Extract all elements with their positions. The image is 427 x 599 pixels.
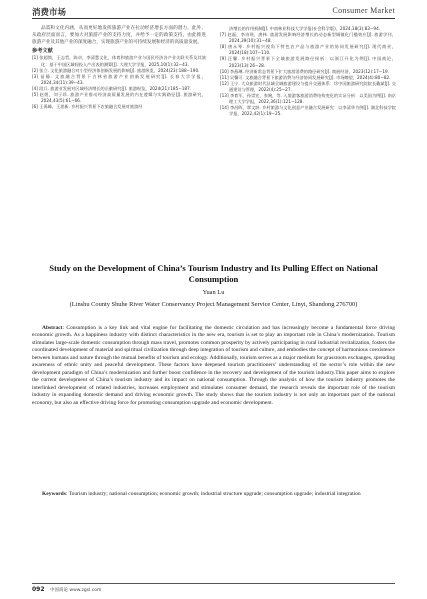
reference-item: [1] 张超简，王志哲，陈卓，李清慧文化、体育和旅游产业与国民经济各产业关联关系及其演化：基于中国区域间投入产出表的测算[J]. 大理大学学报，2025,10(1):32−43.	[32, 55, 206, 67]
reference-item: [10] 李燕琳. 经济新常态背景下扩大旅游消费的路径研究[J]. 商展经济，2023(12):17−19.	[220, 68, 389, 74]
reference-item: [12] 王宁. 大众旅游时代县域全域旅游建设与提升交通体系：诊中国旅游研究院院长戴斌[J]. 交通建设与管理，2022(4):25−27.	[220, 80, 396, 92]
header-rule	[32, 18, 395, 19]
page-header	[0, 0, 427, 20]
reference-item: [5] 赵煜，刘子珍. 旅游产业推动经济高质量发展的内在逻辑与实践路径[J]. 旅游研究，2024,43(5):61−66.	[32, 92, 206, 104]
reference-item: [7] 赵磊，李诗瑶，唐林. 旅游发展影响经济增长的动态新型城镇化门槛效应[J]. 旅游学刊，2024,39(10):31−48.	[220, 32, 396, 44]
reference-item: [9] 汪馨. 乡村振兴背景下全域旅游发展路径探析：以浙江开化为例[J]. 中国商论，2023(13):26−28.	[220, 56, 396, 68]
footer-magazine: 中国商论 www.zgsl.com	[50, 588, 102, 593]
reference-item: [3] 苗静. 文旅融合背景下吉林省旅游产业创新发展研究[J]. 长春大学学报，2024,34(11):39−43.	[32, 73, 206, 85]
body-paragraph: 品需和文化内涵，从而更好地发挥旅游产业在拉动经济增长方面的潜力。此外，从政府层面而言，要加大对旅游产业的支持力度，并给予一定的政策支持，由此推进旅游产业及其他产业的深度融合，实现旅游产业的可持续发展和经济的高质量发展。	[32, 26, 206, 45]
section-name: Consumer Market	[332, 6, 395, 15]
reference-item: [13] 李育军，孙崇宏，张婉，等. 入境游客旅游消费结构变化的实证分析：以美国为例[J]. 南京理工大学学报，2022,36(1):121−128.	[220, 93, 396, 105]
keywords	[32, 491, 395, 498]
author-affiliation: (Linshu County Shuhe River Water Conservancy Project Management Service Center, Linyi, Shandong 276700)	[69, 301, 358, 308]
abstract-text: : Consumption is a key link and vital engine for facilitating the domestic circulation and has increasingly become a fundamental force driving economic growth. As a happiness industry with distinct characteristics in the new era, tourism is set to play an important role in China’s modernization. Tourism stimulates large-scale domestic consumption through mass travel, promotes common prosperity by actively participating in rural industrial revitalization, fosters the coordinated development of material and spiritual civilization through deep integration of tourism and culture, and embodies the concept of harmonious coexistence between humans and nature through the mutual benefits of tourism and ecology. Additionally, tourism serves as a major medium for grassroots exchanges, spreading awareness of ethnic unity and peaceful development. These factors have deepened tourism practitioners’ understanding of the sector’s role within the new development paradigm of China’s modernization and further boost confidence in the recovery and development of the tourism industry.This paper aims to explore the current development of China’s tourism industry and its impact on national consumption. Through the analysis of how the tourism industry promotes the interlinked development of related industries, increases employment and stimulates consumer demand, the research reveals the important role of the tourism industry in expanding domestic demand and driving economic growth. The study shows that the tourism industry is not only an important part of the national economy, but also an effective driving force for promoting consumption upgrade and economic development.	[32, 325, 395, 406]
reference-item: [2] 张立. 文化旅游融合对小型经济体创新发展的影响[J]. 旅游纵览，2024(23):188−190.	[32, 67, 200, 73]
page-number: 092	[32, 586, 45, 593]
english-title: Study on the Development of China’s Tourism Industry and Its Pulling Effect on National Consumption	[49, 263, 378, 284]
reference-item: [4] 段兵. 旅游业发展对区域经济增长的贡献研究[J]. 旅游纵览，2024(21):185−187.	[32, 85, 192, 91]
journal-logo: 消费市场	[32, 8, 67, 18]
reference-continuation: 济增长的作用机制[J]. 中南林业科技大学学报(社会科学版)，2024,18(3):83−94.	[229, 26, 381, 31]
reference-item: [8] 唐永琴. 乡村振兴视角下特色农产品与旅游产业的协同发展研究[J]. 现代商业，2024(18):107−110.	[220, 44, 396, 56]
left-column	[32, 26, 206, 110]
abstract-label: Abstract	[42, 325, 63, 331]
keywords-label: Keywords	[42, 491, 66, 497]
reference-item: [6] 王禹峰，王思新. 乡村振兴背景下农旅融合发展对旅游经	[32, 104, 143, 110]
reference-item: [14] 李昌晖，覃文龄. 乡村旅游与文化创意产业融合发展研究：以李清华为例[J]. 湖北科技学院学报，2022,42(1):19−25.	[220, 105, 396, 117]
reference-item: [11] 吴馨可. 文旅融合背景下旅游消费与经济协同发展研究[J]. 市场瞭望，2024(4):80−82.	[220, 74, 391, 80]
right-column	[220, 26, 396, 117]
keywords-text: : Tourism industry; national consumption; economic growth; industrial structure upgrade; consumption upgrade; industrial integration	[65, 491, 361, 497]
footer-rule	[32, 583, 395, 584]
abstract	[32, 325, 395, 407]
references-heading: 参考文献	[32, 48, 53, 55]
author-name: Yuan Lu	[202, 289, 225, 296]
